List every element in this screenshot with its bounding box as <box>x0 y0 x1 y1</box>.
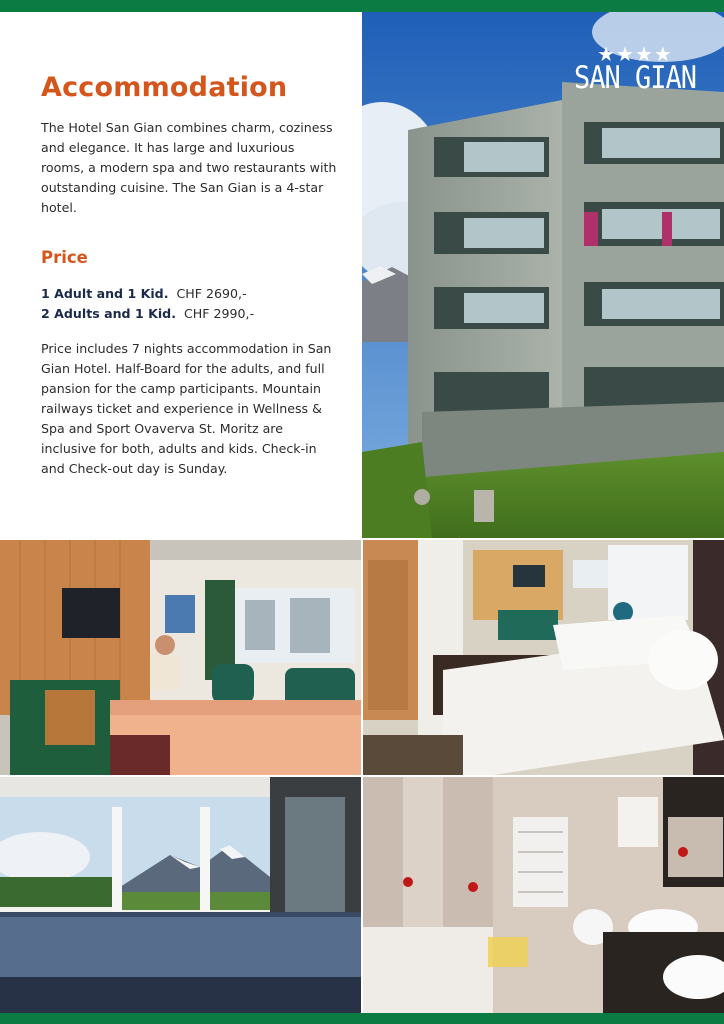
room-with-desk-photo <box>0 540 361 775</box>
intro-paragraph: The Hotel San Gian combines charm, coziness and elegance. It has large and luxurious rooms, a modern spa and two restaurants with outstanding cuisine. The San Gian is a 4-star hotel. <box>41 120 337 215</box>
logo-text: SAN GIAN <box>573 60 696 97</box>
page-title: Accommodation <box>41 72 288 103</box>
indoor-pool-photo <box>0 777 361 1013</box>
bedroom-photo <box>363 540 724 775</box>
bathroom-photo <box>363 777 724 1013</box>
price-option-label: 2 Adults and 1 Kid. <box>41 306 176 321</box>
hotel-logo <box>573 42 696 97</box>
top-brand-bar <box>0 0 724 12</box>
price-option <box>41 286 247 301</box>
hotel-exterior-photo <box>362 12 724 538</box>
price-option <box>41 306 254 321</box>
price-option-value: CHF 2690,- <box>176 286 247 301</box>
star-rating-icon: ★★★★ <box>597 42 673 66</box>
bottom-brand-bar <box>0 1013 724 1024</box>
price-heading: Price <box>41 248 88 267</box>
price-option-value: CHF 2990,- <box>184 306 255 321</box>
price-option-label: 1 Adult and 1 Kid. <box>41 286 169 301</box>
price-details-paragraph: Price includes 7 nights accommodation in San Gian Hotel. Half-Board for the adults, and full pansion for the camp participants. Mountain railways ticket and experience in Wellness & Spa and Sport Ovaverva St. Moritz are inclusive for both, adults and kids. Check-in and Check-out day is Sunday. <box>41 341 332 476</box>
